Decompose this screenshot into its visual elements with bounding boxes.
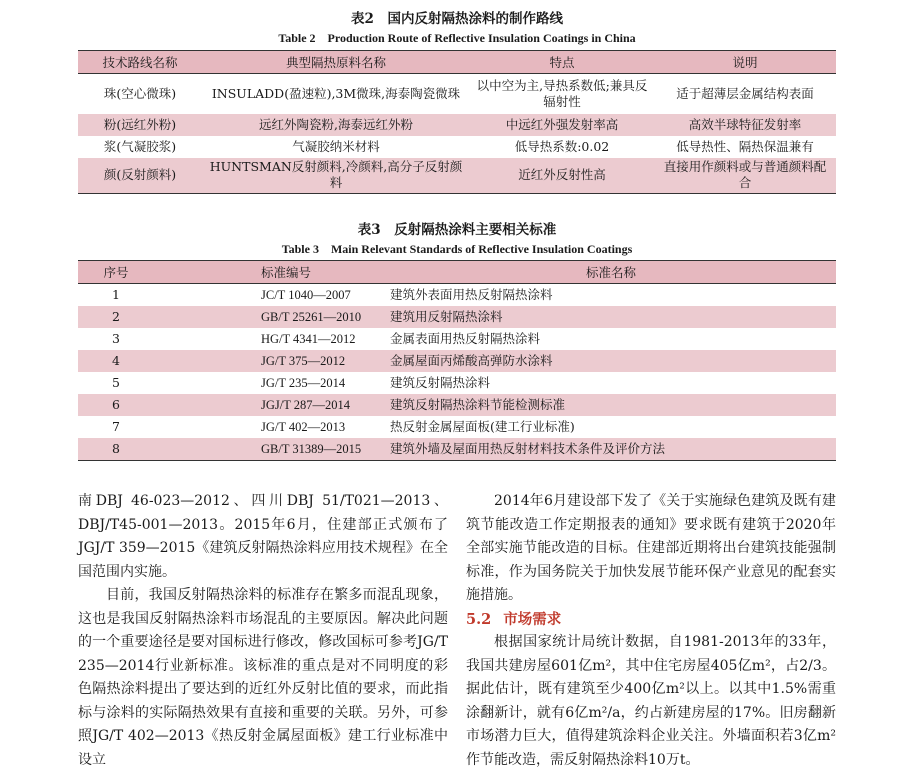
table2-caption-zh: 表2 国内反射隔热涂料的制作路线 <box>351 11 563 27</box>
table-row <box>78 416 836 438</box>
table2-header: 说明 <box>654 51 836 74</box>
table-cell: 3 <box>112 331 120 346</box>
table-cell: GB/T 31389—2015 <box>154 438 386 461</box>
table-row <box>78 372 836 394</box>
section-title: 市场需求 <box>503 610 562 628</box>
right-column <box>466 490 836 772</box>
table3 <box>78 260 836 461</box>
table-cell: 低导热性、隔热保温兼有 <box>676 138 814 154</box>
table2-caption-en: Table 2 Production Route of Reflective Insulation Coatings in China <box>278 31 636 45</box>
paragraph: 根据国家统计局统计数据，自1981-2013年的33年，我国共建房屋601亿m²，其中住宅房屋405亿m²，占2/3。据此估计，既有建筑至少400亿m²以上。以其中1.5%需重涂翻新计，就有6亿m²/a，约占新建房屋的17%。旧房翻新市场潜力巨大，值得建筑涂料企业关注。外墙面积若3亿m²作节能改造，需反射隔热涂料10万t。 <box>466 634 836 768</box>
table-cell: HG/T 4341—2012 <box>261 332 356 346</box>
table-row <box>78 350 836 372</box>
table2-header: 典型隔热原料名称 <box>202 51 470 74</box>
table-cell: 1 <box>112 287 120 302</box>
paragraph: 2014年6月建设部下发了《关于实施绿色建筑及既有建筑节能改造工作定期报表的通知》要求既有建筑于2020年全部实施节能改造的目标。住建部近期将出台建筑技能强制标准，作为国务院关于加快发展节能环保产业意见的配套实施措施。 <box>466 493 836 603</box>
table-cell: 中远红外强发射率高 <box>470 114 654 136</box>
table-cell: 金属屋面丙烯酸高弹防水涂料 <box>386 350 836 372</box>
table2-header: 特点 <box>470 51 654 74</box>
table2 <box>78 50 836 194</box>
table-cell: 5 <box>112 375 120 390</box>
table-row <box>78 306 836 328</box>
table-cell: 适于超薄层金属结构表面 <box>676 85 814 101</box>
table-row <box>78 328 836 350</box>
table-row <box>78 394 836 416</box>
table-cell: HUNTSMAN反射颜料,冷颜料,高分子反射颜料 <box>202 158 470 194</box>
table3-header: 标准编号 <box>154 261 386 284</box>
table3-header: 标准名称 <box>386 261 836 284</box>
table-cell: 4 <box>78 350 154 372</box>
section-number: 5.2 <box>466 610 492 628</box>
paragraph: 南DBJ 46-023—2012、四川DBJ 51/T021—2013、DBJ/T45-001—2013。2015年6月，住建部正式颁布了JGJ/T 359—2015《建筑反射隔热涂料应用技术规程》在全国范围内实施。 <box>78 493 448 580</box>
table-cell: 近红外反射性高 <box>470 158 654 194</box>
table-row <box>78 114 836 136</box>
table-cell: GB/T 25261—2010 <box>154 306 386 328</box>
table-cell: 建筑外墙及屋面用热反射材料技术条件及评价方法 <box>386 438 836 461</box>
table3-caption-zh: 表3 反射隔热涂料主要相关标准 <box>357 222 557 238</box>
table-cell: JGJ/T 287—2014 <box>154 394 386 416</box>
table-cell: 珠(空心微珠) <box>103 85 177 101</box>
table-cell: JG/T 375—2012 <box>154 350 386 372</box>
table-cell: 低导热系数:0.02 <box>514 138 610 154</box>
table3-header: 序号 <box>78 261 154 284</box>
table-cell: 以中空为主,导热系数低;兼具反辐射性 <box>476 77 648 109</box>
table-cell: 高效半球特征发射率 <box>654 114 836 136</box>
table-cell: 建筑用反射隔热涂料 <box>386 306 836 328</box>
table-row <box>78 74 836 114</box>
table-cell: JC/T 1040—2007 <box>261 288 351 302</box>
table-cell: 2 <box>78 306 154 328</box>
table3-caption-en: Table 3 Main Relevant Standards of Reflective Insulation Coatings <box>281 242 633 256</box>
paragraph: 目前，我国反射隔热涂料的标准存在繁多而混乱现象，这也是我国反射隔热涂料市场混乱的主要原因。解决此问题的一个重要途径是要对国标进行修改，修改国标可参考JG/T 235—2014行业新标准。该标准的重点是对不同明度的彩色隔热涂料提出了要达到的近红外反射比值的要求，而此指标与涂料的实际隔热效果有直接和重要的关联。另外，可参照JG/T 402—2013《热反射金属屋面板》建工行业标准中设立 <box>78 587 448 768</box>
table-cell: 颜(反射颜料) <box>78 158 202 194</box>
table-cell: 6 <box>78 394 154 416</box>
left-column <box>78 490 448 772</box>
table-cell: JG/T 235—2014 <box>261 376 346 390</box>
section-heading <box>466 608 836 632</box>
table-cell: 直接用作颜料或与普通颜料配合 <box>654 158 836 194</box>
table-cell: 热反射金属屋面板(建工行业标准) <box>390 419 575 434</box>
table-cell: 浆(气凝胶浆) <box>103 138 177 154</box>
table-cell: 远红外陶瓷粉,海泰远红外粉 <box>202 114 470 136</box>
table-cell: INSULADD(盈速粒),3M微珠,海泰陶瓷微珠 <box>211 85 461 101</box>
table-row <box>78 158 836 194</box>
table-row <box>78 438 836 461</box>
table-cell: 气凝胶纳米材料 <box>292 138 380 154</box>
table-cell: 金属表面用热反射隔热涂料 <box>390 331 541 346</box>
table-row <box>78 284 836 307</box>
table2-header: 技术路线名称 <box>78 51 202 74</box>
table-row <box>78 136 836 158</box>
table-cell: 建筑反射隔热涂料 <box>390 375 491 390</box>
table-cell: 粉(远红外粉) <box>78 114 202 136</box>
table-cell: 8 <box>78 438 154 461</box>
table-cell: 7 <box>112 419 120 434</box>
table-cell: 建筑外表面用热反射隔热涂料 <box>390 287 553 302</box>
table-cell: 建筑反射隔热涂料节能检测标准 <box>386 394 836 416</box>
table-cell: JG/T 402—2013 <box>261 420 346 434</box>
